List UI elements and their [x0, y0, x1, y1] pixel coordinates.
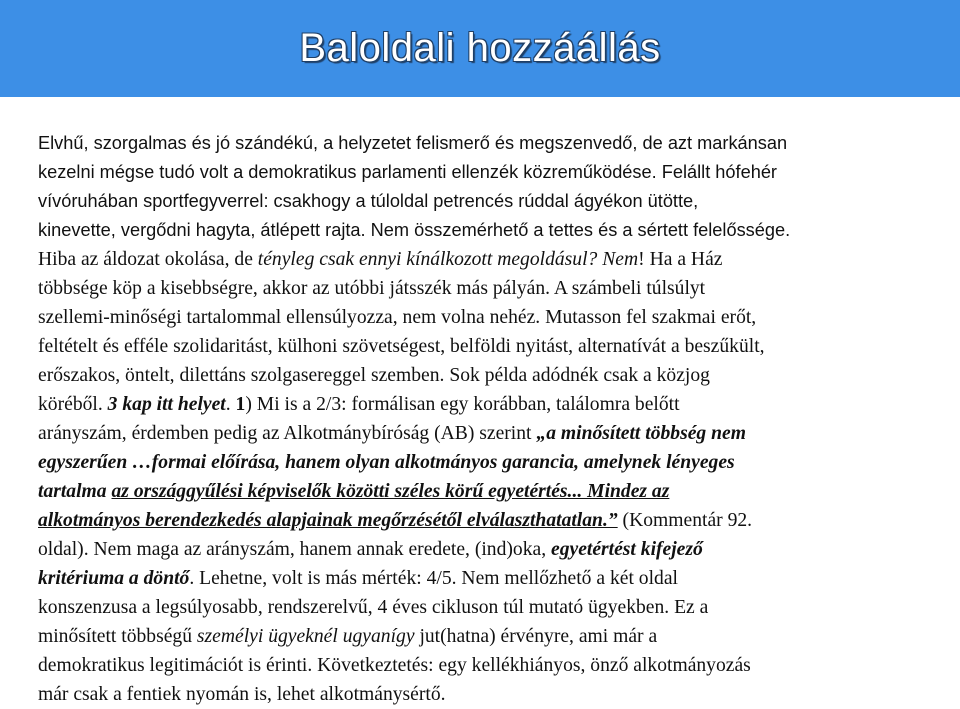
text-run: szellemi-minőségi tartalommal ellensúlyozza, nem volna nehéz. Mutasson fel szakmai erőt, [38, 307, 757, 328]
bold-run: 1 [235, 394, 246, 415]
text-run: . [225, 394, 236, 415]
body-line [38, 448, 928, 477]
text-run: kezelni mégse tudó volt a demokratikus parlamenti ellenzék közreműködése. Felállt hófehér [38, 162, 777, 182]
italic-run: tényleg csak ennyi kínálkozott megoldásul? Nem [257, 249, 639, 270]
body-line [38, 593, 928, 622]
body-line [38, 622, 928, 651]
quote-run: egyszerűen …formai előírása, hanem olyan alkotmányos garancia, amelynek lényeges [38, 452, 735, 473]
body-line [38, 158, 928, 187]
text-run: konszenzusa a legsúlyosabb, rendszerelvű, 4 éves cikluson túl mutató ügyekben. Ez a [38, 597, 709, 618]
text-run: már csak a fentiek nyomán is, lehet alkotmánysértő. [38, 684, 446, 705]
text-run: arányszám, érdemben pedig az Alkotmánybíróság (AB) szerint [38, 423, 537, 444]
italic-run: személyi ügyeknél ugyanígy [196, 626, 415, 647]
body-text [38, 129, 928, 709]
bold-italic-run: kritériuma a döntő [38, 568, 190, 589]
quote-underlined-run: az országgyűlési képviselők közötti széles körű egyetértés... Mindez az [111, 481, 670, 502]
text-run: Elvhű, szorgalmas és jó szándékú, a helyzetet felismerő és megszenvedő, de azt markánsan [38, 133, 788, 153]
body-line [38, 535, 928, 564]
quote-run: tartalma [38, 481, 112, 502]
bold-italic-run: 3 kap itt helyet [107, 394, 226, 415]
text-run: (Kommentár 92. [617, 510, 753, 531]
body-line [38, 651, 928, 680]
body-line [38, 680, 928, 709]
text-run: vívóruhában sportfegyverrel: csakhogy a túloldal petrencés rúddal ágyékon ütötte, [38, 191, 699, 211]
text-run: ! Ha a Ház [638, 249, 723, 270]
quote-underlined-run: alkotmányos berendezkedés alapjainak megőrzésétől elválaszthatatlan.” [38, 510, 618, 531]
body-line [38, 390, 928, 419]
text-run: erőszakos, öntelt, dilettáns szolgasereggel szemben. Sok példa adódnék csak a közjog [38, 365, 710, 386]
text-run: ) Mi is a 2/3: formálisan egy korábban, találomra belőtt [245, 394, 680, 415]
text-run: oldal). Nem maga az arányszám, hanem annak eredete, (ind)oka, [38, 539, 552, 560]
body-line [38, 419, 928, 448]
body-line [38, 245, 928, 274]
body-line [38, 216, 928, 245]
body-line [38, 303, 928, 332]
text-run: köréből. [38, 394, 108, 415]
text-run: minősített többségű [38, 626, 197, 647]
text-run: jut(hatna) érvényre, ami már a [414, 626, 658, 647]
text-run: kinevette, vergődni hagyta, átlépett rajta. Nem összemérhető a tettes és a sértett felelőssége. [38, 220, 791, 240]
body-line [38, 506, 928, 535]
text-run: többsége köp a kisebbségre, akkor az utóbbi játsszék más pályán. A számbeli túlsúlyt [38, 278, 706, 299]
text-run: . Lehetne, volt is más mérték: 4/5. Nem mellőzhető a két oldal [189, 568, 678, 589]
slide-title: Baloldali hozzáállás [299, 26, 661, 70]
bold-italic-run: egyetértést kifejező [551, 539, 703, 560]
body-line [38, 187, 928, 216]
body-line [38, 274, 928, 303]
text-run: Hiba az áldozat okolása, de [38, 249, 258, 270]
body-line [38, 361, 928, 390]
text-run: demokratikus legitimációt is érinti. Következtetés: egy kellékhiányos, önző alkotmányozás [38, 655, 751, 676]
text-run: feltételt és efféle szolidaritást, külhoni szövetségest, belföldi nyitást, alternatívát a beszűkült, [38, 336, 765, 357]
body-line [38, 129, 928, 158]
body-line [38, 477, 928, 506]
body-line [38, 332, 928, 361]
title-bar [0, 0, 960, 97]
quote-run: „a minősített többség nem [536, 423, 746, 444]
body-line [38, 564, 928, 593]
